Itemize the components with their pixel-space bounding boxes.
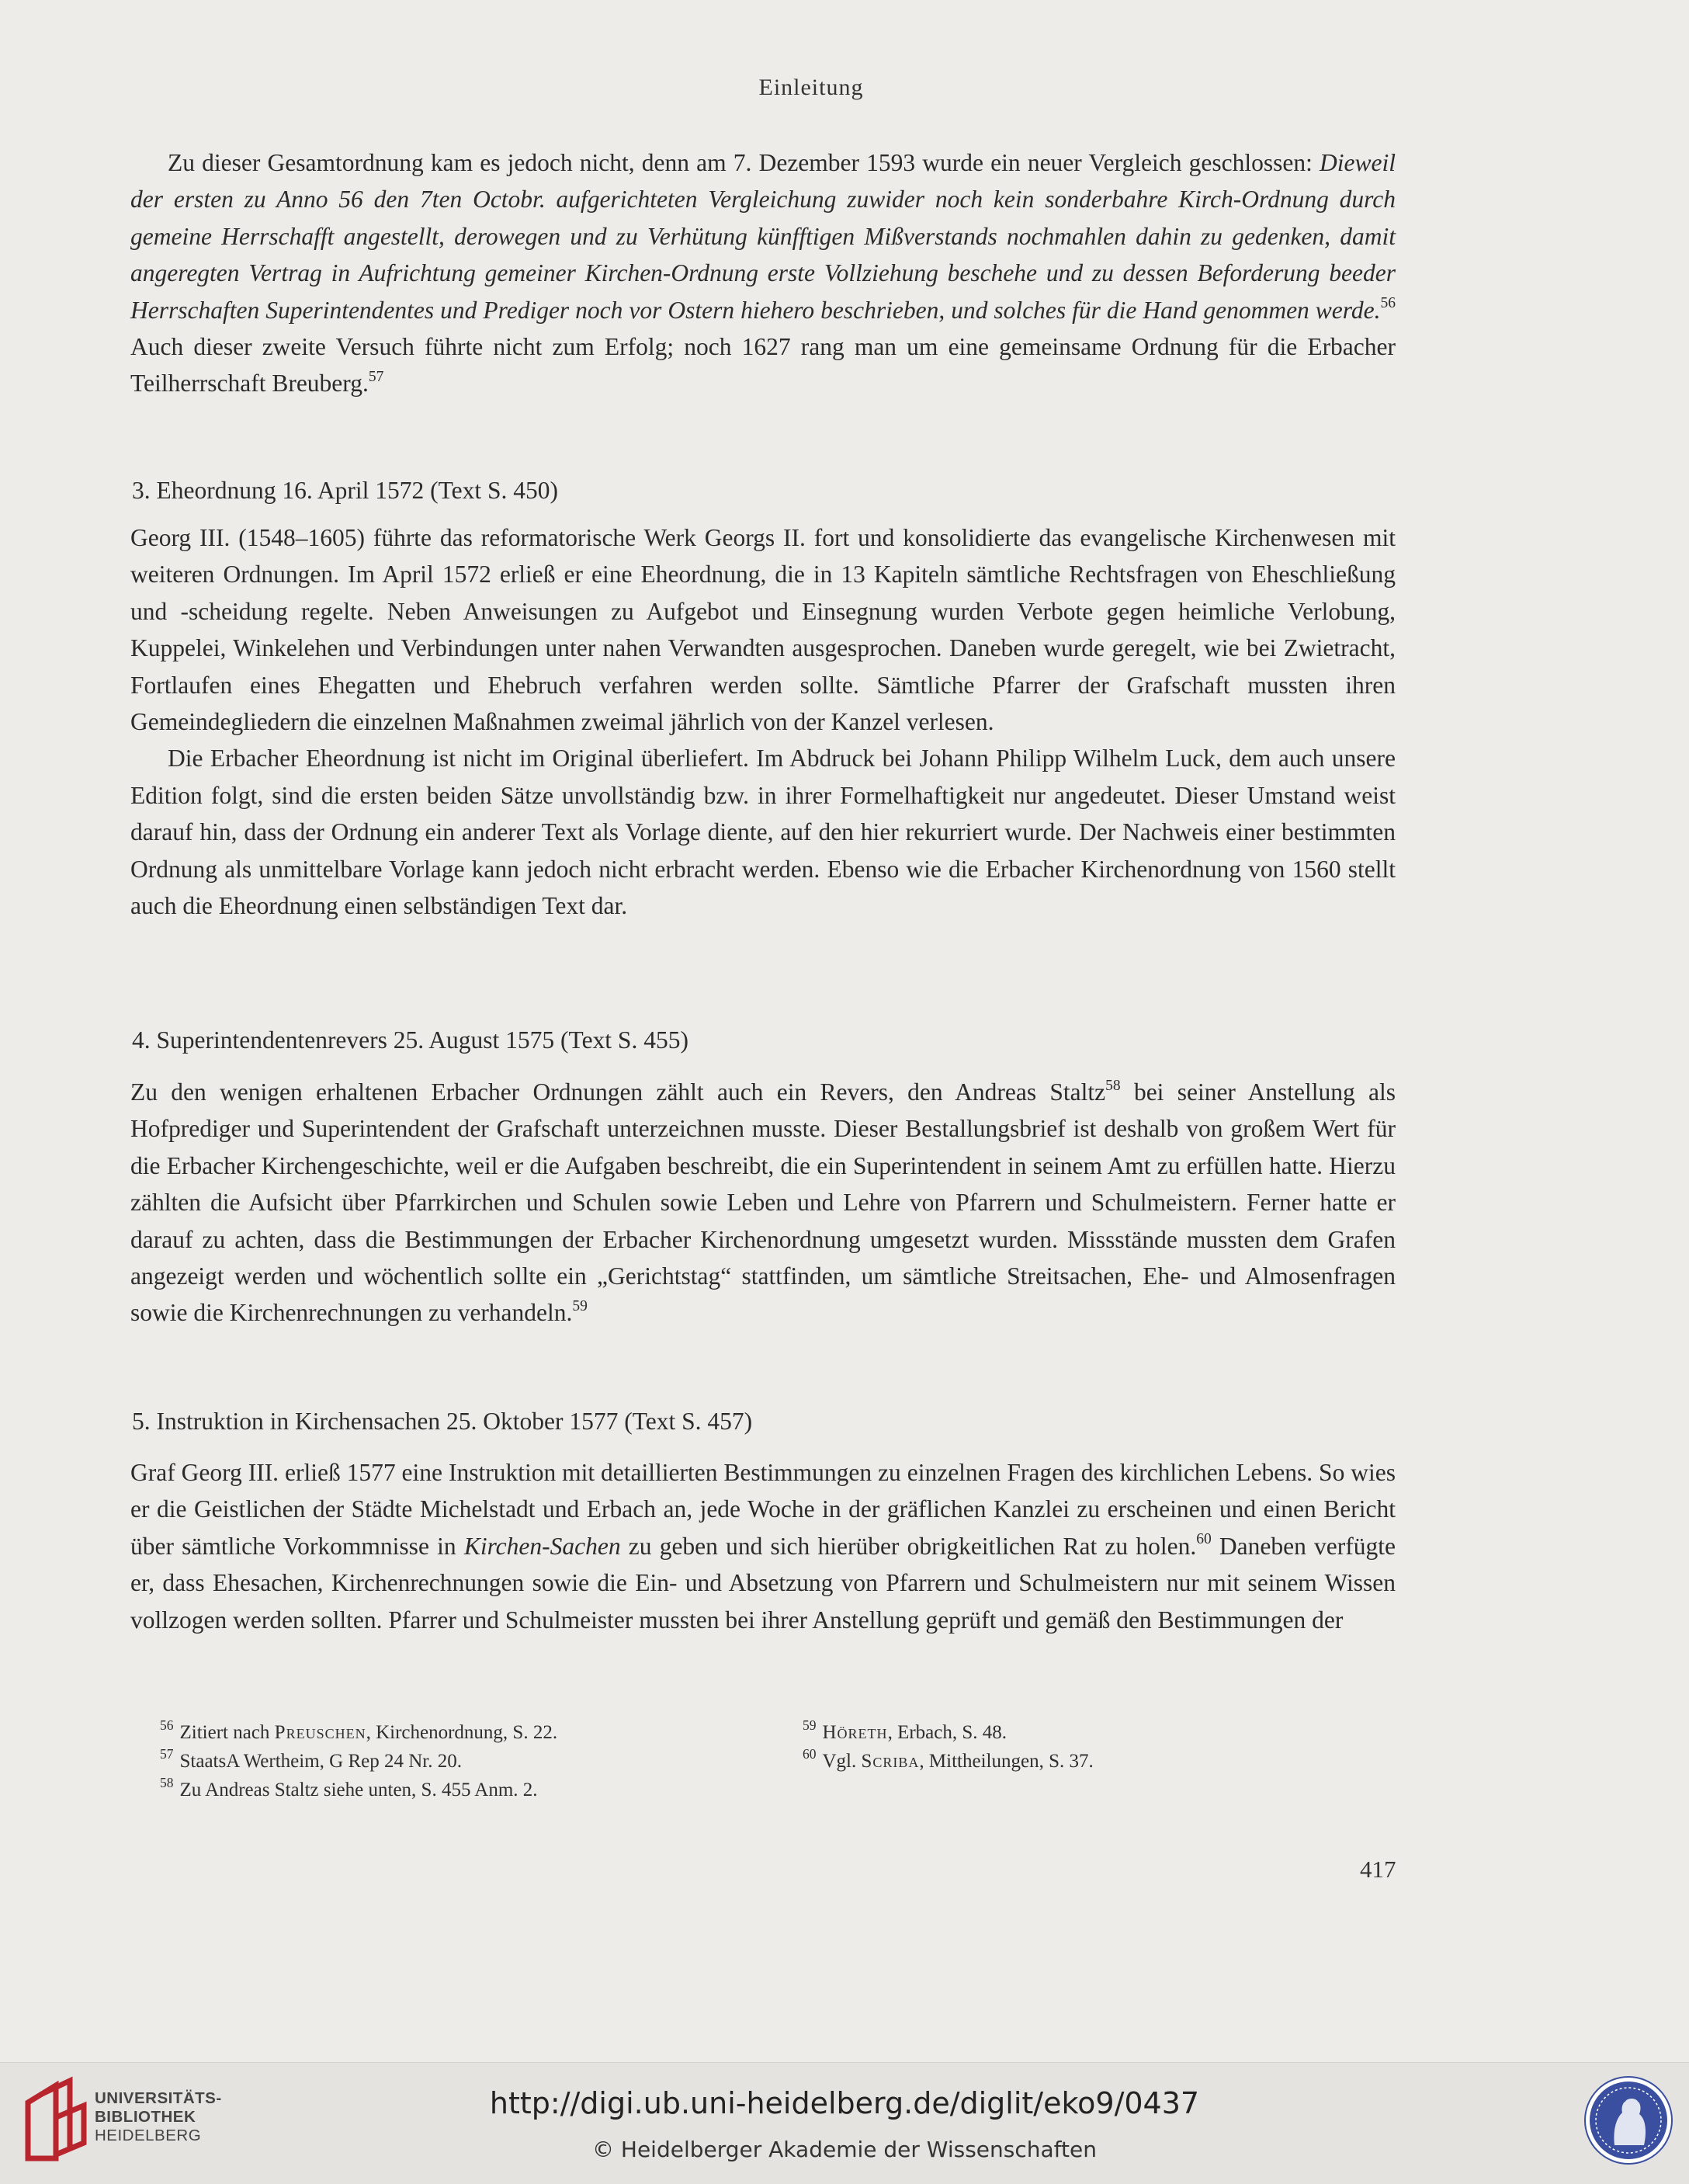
intro-paragraph [130,144,1396,402]
footnote-ref-57[interactable]: 57 [368,369,384,385]
footnote-58: $^{58}$ Zu Andreas Staltz siehe unten, S. 455 Anm. 2. [160,1774,538,1800]
copyright-notice: © Heidelberger Akademie der Wissenschaften [591,2137,1097,2162]
page-number: 417 [1360,1856,1396,1883]
section-4-text-a: Zu den wenigen erhaltenen Erbacher Ordnungen zählt auch ein Revers, den Andreas Staltz [130,1078,1106,1106]
permalink-url[interactable]: http://digi.ub.uni-heidelberg.de/diglit/eko9/0437 [489,2086,1200,2120]
section-5-italic: Kirchen-Sachen [463,1532,621,1560]
section-3-heading: 3. Eheordnung 16. April 1572 (Text S. 450) [132,477,558,504]
footnote-ref-56[interactable]: 56 [1380,295,1396,312]
footnote-57: $^{57}$ StaatsA Wertheim, G Rep 24 Nr. 20. [160,1745,462,1772]
section-5-text-c: Daneben verfügte er, dass Ehesachen, Kirchenrechnungen sowie die Ein- und Absetzung von Pfarrern und Schulmeistern nur mit seinem Wissen vollzogen werden sollten. Pfarrer und Schulmeister mussten bei ihrer Anstellung geprüft und gemäß den Bestimmungen der [130,1532,1396,1634]
footnote-59: $^{59}$ Höreth, Erbach, S. 48. [803,1717,1008,1743]
intro-quote: Dieweil der ersten zu Anno 56 den 7ten Octobr. aufgerichteten Vergleichung zuwider noch kein sonderbahre Kirch-Ordnung durch gemeine Herrschafft angestellt, derowegen und zu Verhütung künfftigen Mißverstands nochmahlen dahin zu gedenken, damit angeregten Vertrag in Aufrichtung gemeiner Kirchen-Ordnung erste Vollziehung beschehe und zu dessen Beforderung beeder Herrschaften Superintendentes und Prediger noch vor Ostern hiehero beschrieben, und solches für die Hand genommen werde. [130,149,1396,324]
running-header: Einleitung [758,75,864,100]
section-3-paragraph-2: Die Erbacher Eheordnung ist nicht im Original überliefert. Im Abdruck bei Johann Philipp Wilhelm Luck, dem auch unsere Edition folgt, sind die ersten beiden Sätze unvollständig bzw. in ihrer Formelhaftigkeit nur angedeutet. Dieser Umstand weist darauf hin, dass der Ordnung ein anderer Text als Vorlage diente, auf den hier rekurriert wurde. Der Nachweis einer bestimmten Ordnung als unmittelbare Vorlage kann jedoch nicht erbracht werden. Ebenso wie die Erbacher Kirchenordnung von 1560 stellt auch die Eheordnung einen selbständigen Text dar. [130,745,1396,920]
section-4-body [130,1074,1396,1332]
section-5-heading: 5. Instruktion in Kirchensachen 25. Oktober 1577 (Text S. 457) [132,1408,753,1435]
intro-text-a: Zu dieser Gesamtordnung kam es jedoch nicht, denn am 7. Dezember 1593 wurde ein neuer Vergleich geschlossen: [168,149,1320,176]
university-library-name: UNIVERSITÄTS- BIBLIOTHEK HEIDELBERG [95,2089,222,2144]
academy-seal-icon[interactable] [1583,2075,1673,2165]
section-4-text-b: bei seiner Anstellung als Hofprediger und Superintendent der Grafschaft unterzeichnen musste. Dieser Bestallungsbrief ist deshalb von großem Wert für die Erbacher Kirchengeschichte, weil er die Aufgaben beschreibt, die ein Superintendent in seinem Amt zu erfüllen hatte. Hierzu zählten die Aufsicht über Pfarrkirchen und Schulen sowie Leben und Lehre von Pfarrern und Schulmeistern. Ferner hatte er darauf zu achten, dass die Bestimmungen der Erbacher Kirchenordnung umgesetzt wurden. Missstände mussten dem Grafen angezeigt werden und wöchentlich sollte ein „Gerichtstag“ stattfinden, um sämtliche Streitsachen, Ehe- und Almosenfragen sowie die Kirchenrechnungen zu verhandeln. [130,1078,1396,1327]
footnote-60: $^{60}$ Vgl. Scriba, Mittheilungen, S. 37. [803,1745,1094,1772]
section-3-paragraph-1: Georg III. (1548–1605) führte das reformatorische Werk Georgs II. fort und konsolidierte das evangelische Kirchenwesen mit weiteren Ordnungen. Im April 1572 erließ er eine Eheordnung, die in 13 Kapiteln sämtliche Rechtsfragen von Eheschließung und -scheidung regelte. Neben Anweisungen zu Aufgebot und Einsegnung wurden Verbote gegen heimliche Verlobung, Kuppelei, Winkelehen und Verbindungen unter nahen Verwandten ausgesprochen. Daneben wurde geregelt, wie bei Zwietracht, Fortlaufen eines Ehegatten und Ehebruch verfahren werden sollte. Sämtliche Pfarrer der Grafschaft mussten ihren Gemeindegliedern die einzelnen Maßnahmen zweimal jährlich von der Kanzel verlesen. [130,524,1396,736]
section-5-text-b: zu geben und sich hierüber obrigkeitlichen Rat zu holen. [620,1532,1197,1560]
footnote-ref-58[interactable]: 58 [1105,1077,1121,1094]
footnote-ref-59[interactable]: 59 [572,1298,588,1314]
section-5-body [130,1454,1396,1638]
viewer-footer [0,2062,1689,2184]
section-4-heading: 4. Superintendentenrevers 25. August 1575 (Text S. 455) [132,1026,688,1054]
section-3-body [130,519,1396,924]
footnote-56: $^{56}$ Zitiert nach Preuschen, Kirchenordnung, S. 22. [160,1717,558,1743]
intro-text-b: Auch dieser zweite Versuch führte nicht zum Erfolg; noch 1627 rang man um eine gemeinsame Ordnung für die Erbacher Teilherrschaft Breuberg. [130,333,1396,398]
section-5-text-a: Graf Georg III. erließ 1577 eine Instruktion mit detaillierten Bestimmungen zu einzelnen Fragen des kirchlichen Lebens. So wies er die Geistlichen der Städte Michelstadt und Erbach an, jede Woche in der gräflichen Kanzlei zu erscheinen und einen Bericht über sämtliche Vorkommnisse in [130,1459,1396,1560]
footnote-ref-60[interactable]: 60 [1196,1531,1212,1548]
